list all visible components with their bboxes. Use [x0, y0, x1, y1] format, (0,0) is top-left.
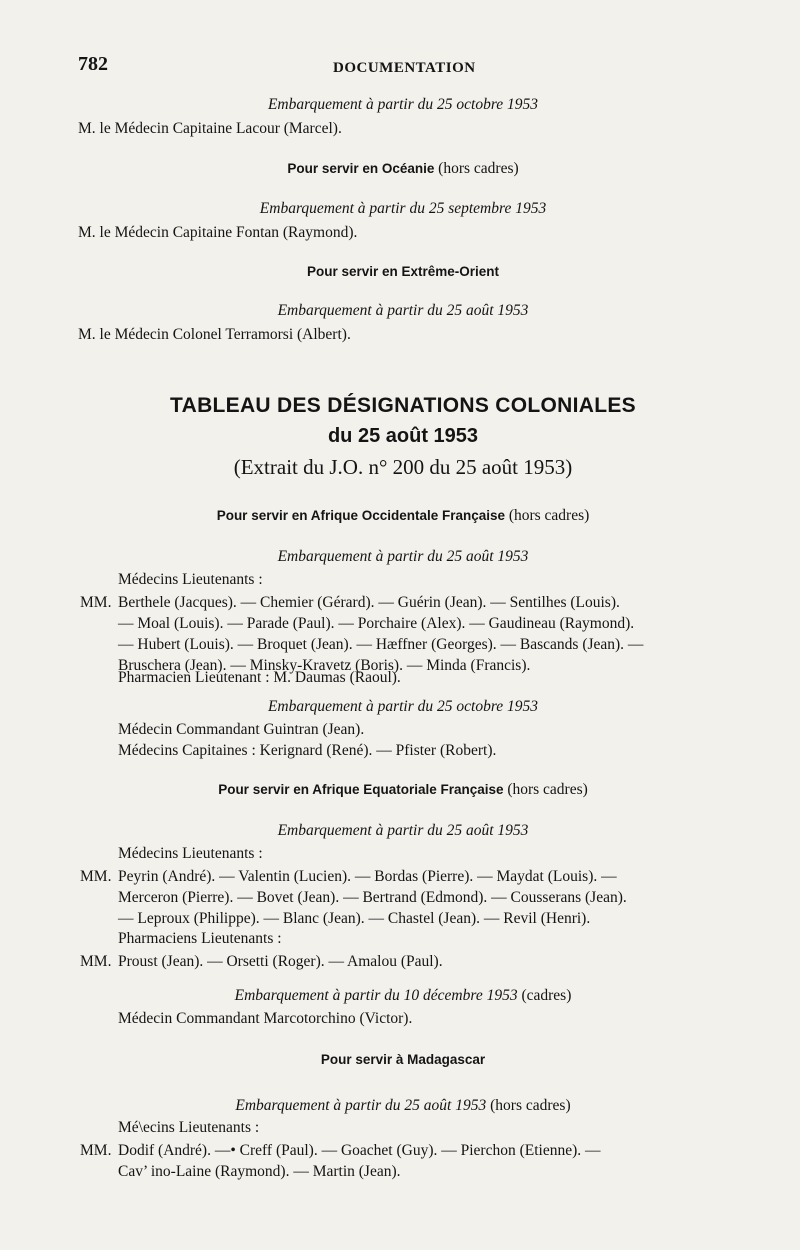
embarkation-line: Embarquement à partir du 25 août 1953	[277, 822, 529, 839]
list-item: — Hubert (Louis). — Broquet (Jean). — Hæffner (Georges). — Bascands (Jean). —	[118, 636, 644, 653]
section-heading-tail: (hors cadres)	[507, 781, 588, 798]
embarkation-tail: (hors cadres)	[490, 1097, 571, 1114]
list-item: — Leproux (Philippe). — Blanc (Jean). — Chastel (Jean). — Revil (Henri).	[118, 910, 591, 927]
embarkation-text: Embarquement à partir du 10 décembre 1953	[234, 987, 518, 1004]
section-heading-text: Pour servir en Océanie	[287, 161, 435, 176]
assignment-line: Médecin Commandant Marcotorchino (Victor).	[118, 1010, 413, 1027]
section-heading	[78, 779, 728, 800]
embarkation-tail: (cadres)	[521, 987, 572, 1004]
section-heading: Pour servir à Madagascar	[320, 1052, 486, 1067]
grade-label: Médecins Lieutenants :	[118, 571, 263, 588]
mm-label: MM.	[80, 953, 112, 970]
section-heading: Pour servir en Extrême-Orient	[306, 264, 500, 279]
mm-label: MM.	[80, 868, 112, 885]
list-item: Peyrin (André). — Valentin (Lucien). — Bordas (Pierre). — Maydat (Louis). —	[118, 868, 617, 885]
grade-label: Médecins Lieutenants :	[118, 845, 263, 862]
mm-label: MM.	[80, 1142, 112, 1159]
section-heading-text: Pour servir en Afrique Equatoriale Française	[218, 782, 504, 797]
assignment-line: Médecins Capitaines : Kerignard (René). — Pfister (Robert).	[118, 742, 497, 759]
grade-label: Pharmaciens Lieutenants :	[118, 930, 282, 947]
table-date: du 25 août 1953	[327, 425, 479, 447]
mm-label: MM.	[80, 594, 112, 611]
assignment-line: Médecin Commandant Guintran (Jean).	[118, 721, 365, 738]
name-list	[118, 592, 738, 676]
assignment-line: M. le Médecin Capitaine Lacour (Marcel).	[78, 120, 342, 137]
embarkation-line	[78, 1095, 728, 1116]
embarkation-line: Embarquement à partir du 25 septembre 1953	[259, 200, 547, 217]
embarkation-line: Embarquement à partir du 25 août 1953	[277, 302, 529, 319]
table-title: TABLEAU DES DÉSIGNATIONS COLONIALES	[170, 394, 636, 417]
embarkation-text: Embarquement à partir du 25 août 1953	[235, 1097, 487, 1114]
section-heading-tail: (hors cadres)	[508, 507, 590, 524]
embarkation-line: Embarquement à partir du 25 août 1953	[277, 548, 529, 565]
section-heading	[78, 505, 728, 526]
list-item: Merceron (Pierre). — Bovet (Jean). — Bertrand (Edmond). — Cousserans (Jean).	[118, 889, 627, 906]
section-heading-text: Pour servir en Afrique Occidentale Française	[216, 508, 506, 523]
embarkation-line: Embarquement à partir du 25 octobre 1953	[267, 96, 539, 113]
list-item: Dodif (André). —• Creff (Paul). — Goachet (Guy). — Pierchon (Etienne). —	[118, 1142, 601, 1159]
list-item: — Moal (Louis). — Parade (Paul). — Porchaire (Alex). — Gaudineau (Raymond).	[118, 615, 635, 632]
page-number: 782	[78, 53, 108, 75]
embarkation-line	[78, 985, 728, 1006]
grade-label: Mé\ecins Lieutenants :	[118, 1119, 260, 1136]
embarkation-line: Embarquement à partir du 25 octobre 1953	[267, 698, 539, 715]
section-heading	[78, 158, 728, 179]
running-title: DOCUMENTATION	[333, 60, 476, 76]
name-list	[118, 866, 738, 929]
list-item: Proust (Jean). — Orsetti (Roger). — Amalou (Paul).	[118, 953, 443, 970]
section-heading-tail: (hors cadres)	[438, 160, 519, 177]
list-item: Bruschera (Jean). — Minsky-Kravetz (Boris). — Minda (Francis).	[118, 657, 531, 674]
list-item: Berthele (Jacques). — Chemier (Gérard). — Guérin (Jean). — Sentilhes (Louis).	[118, 594, 620, 611]
assignment-line: M. le Médecin Capitaine Fontan (Raymond).	[78, 224, 358, 241]
assignment-line: M. le Médecin Colonel Terramorsi (Albert).	[78, 326, 351, 343]
name-list	[118, 1140, 738, 1182]
table-source: (Extrait du J.O. n° 200 du 25 août 1953)	[233, 455, 573, 479]
pharmacist-line: Pharmacien Lieutenant : M. Daumas (Raoul).	[118, 669, 401, 686]
list-item: Cav’ ino-Laine (Raymond). — Martin (Jean).	[118, 1163, 401, 1180]
page-header	[78, 54, 728, 82]
